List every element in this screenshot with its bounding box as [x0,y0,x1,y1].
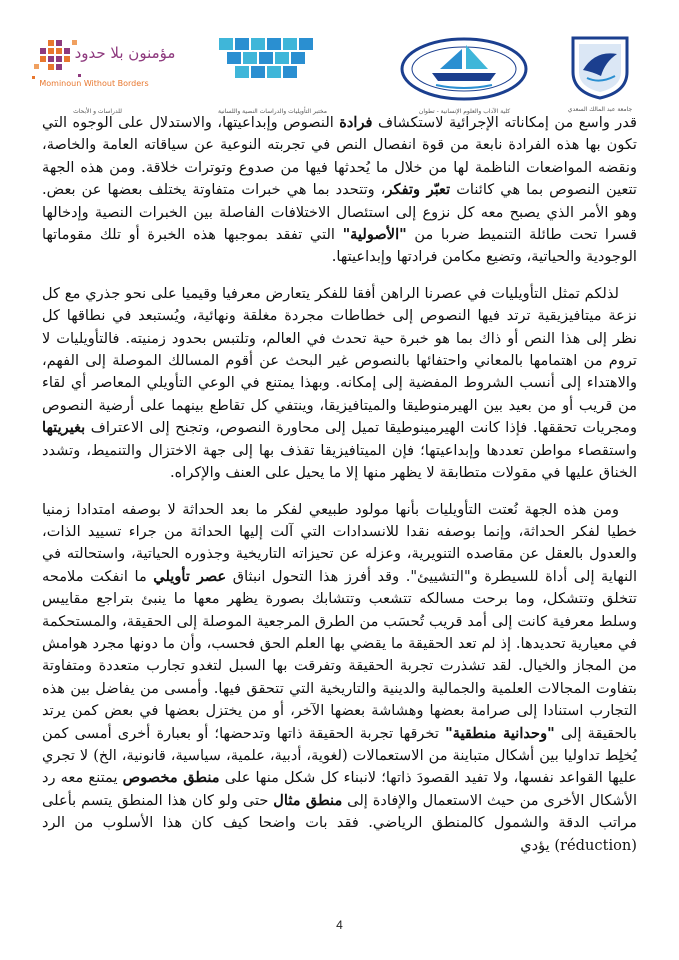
mominoun-caption: للدراسات و الأبحاث [73,108,122,115]
page-number: 4 [336,918,343,932]
bold-term: تعبّر وتفكر [385,181,451,199]
bold-term: عصر تأويلي [153,567,227,585]
paragraph-3: ومن هذه الجهة نُعتت التأويليات بأنها مولود طبيعي لفكر ما بعد الحداثة لا بوصفه امتدادا زمنيا خطيا لفكر الحداثة، وإنما بوصفه نقدا للانسدادات التي آلت إليها الحداثة من جراء تسييد الذات، والعدول بالعقل عن مقاصده التنويرية، وعزله عن تحيزاته التاريخية وجذوره الحياتية، واستحالته في النهاية إلى أداة للسيطرة و"التشييئ". وقد أفرز هذا التحول انبثاق عصر تأويلي ما انفكت ملامحه تتخلق وتتشكل، وما برحت مسالكه تتشعب وتتشابك بصورة يظهر معها ما ينبئ بتراجع مقاييس وسلط معرفية كانت إلى أمد قريب تُحسَب من الطرق المرجعية الموصلة إلى الحقيقة، والمستحكمة في معيارية تحديدها. إذ لم تعد الحقيقة ما يقضي بها العلم الحق فحسب، وأن ما دونها مجرد هوامش من المجاز والخيال. لقد تشذرت تجربة الحقيقة وتفرقت بها السبل لتغدو تجارب متعددة ومتفاوتة بتفاوت المجالات العلمية والجمالية والدينية والتاريخية التي تتحقق فيها. وأمسى من يفاضل بين هذه التجارب استنادا إلى صرامة بعضها وهشاشة بعضها الآخر، أو من يختزل بعضها في بعض كمن يرتد بالحقيقة إلى "وحدانية منطقية" تخرقها تجربة الحقيقة ذاتها وتدحضها؛ أو بعبارة أخرى أمسى كمن يُخلِط تداوليا بين أشكال متباينة من الاستعمالات (لغوية، أدبية، علمية، سياسية، قانونية، الخ) لا تجري عليها القواعد نفسها، ولا تفيد القصودَ ذاتها؛ لانبناء كل شكل منها على منطق مخصوص يمتنع معه رد الأشكال الأخرى من حيث الاستعمال والإفادة إلى منطق مثال حتى ولو كان هذا المنطق يتسم بأعلى مراتب الدقة والشمول كالمنطق الرياضي. فقد بات واضحا كيف كان هذا الأسلوب من الرد (réduction) يؤدي [42,500,638,854]
mominoun-logo-icon [30,28,176,108]
svg-text:مؤمنون بلا حدود: مؤمنون بلا حدود [74,44,176,62]
faculty-caption: كلية الآداب والعلوم الإنسانية - تطوان [418,108,511,115]
svg-text:Mominoun Without Borders: Mominoun Without Borders [39,79,149,88]
paragraph-2: لذلكم تمثل التأويليات في عصرنا الراهن أفقا للفكر يتعارض معرفيا وقيميا على نحو جذري مع كل نزعة ميتافيزيقية ترتد فيها النصوص إلى خطاطات مجردة مغلقة ونهائية، ويُستبعد في نطاقها كل نظر إلى هذا النص أو ذاك بما هو خبرة حية تحدث في العالم، وتلتبس بحدود زمنيته. فالتأويليات لا تروم من اهتمامها بالمعاني واحتفائها بالنصوص غير البحث عن أقوم المسالك الموصلة إلى الفهم، والاهتداء إلى أنسب الشروط المفضية إلى إمكانه. وبهذا يمتنع في الوعي التأويلي المعاصر أي لقاء من قريب أو من بعيد بين الهيرمنوطيقا والميتافيزيقا، وينتفي كل تقاطع بينهما على أرضية النصوص ومجريات تحققها. فإذا كانت الهيرمينوطيقا تميل إلى محاورة النصوص، وتجنح إلى الاعتراف بغيريتها واستقصاء مواطن تعددها وإبداعيتها؛ فإن الميتافيزيقا تقذف بها إلى جهة الاختزال والتنميط، وتشدد الخناق عليها في مقولات متطابقة لا يظهر منها إلا ما يحيل على العنف والإكراه. [42,284,637,482]
paragraph-1: قدر واسع من إمكاناته الإجرائية لاستكشاف فرادة النصوص وإبداعيتها، والاستدلال على الوجوه التي تكون بها هذه الفرادة نابعة من قوة انفصال النص في تجربته النوعية عن سياقاته العامة والخاصة، ونقضه المواضعات الناظمة لها من خلال ما يُحدثها فيها من صدوع وتوترات خلاقة. ومن هذه الجهة تتعين النصوص بما هي كائنات تعبّر وتفكر، وتتحدد بما هي خبرات متفاوتة يختلف بعضها عن بعض. وهو الأمر الذي يصبح معه كل نزوع إلى استئصال الاختلافات الفاصلة بين الخبرات النصية وإدخالها قسرا تحت طائلة التنميط ضربا من "الأصولية" التي تفقد بموجبها هذه الخبرة أو تلك مقوماتها الوجودية والحياتية، وتضيع مكامن فرادتها وإبداعيتها. [42,114,637,266]
faculty-logo-icon [392,22,537,108]
mominoun-logo [30,28,176,115]
university-logo [565,28,635,113]
laboratory-logo [205,26,340,115]
bold-term: "الأصولية" [342,226,407,244]
bold-term: فرادة [339,114,373,131]
bold-term: بغيريتها [42,419,86,437]
bold-term: منطق مخصوص [122,769,220,787]
bold-term: منطق مثال [273,791,343,809]
faculty-logo [392,22,537,115]
university-caption: جامعة عبد المالك السعدي [567,106,633,113]
laboratory-logo-icon [205,26,340,108]
article-body [42,112,637,871]
university-logo-icon [565,28,635,106]
bold-term: "وحدانية منطقية" [445,724,555,742]
laboratory-caption: مختبر التأويليات والدراسات النصية واللسانية [217,108,328,115]
page-header [0,0,679,115]
